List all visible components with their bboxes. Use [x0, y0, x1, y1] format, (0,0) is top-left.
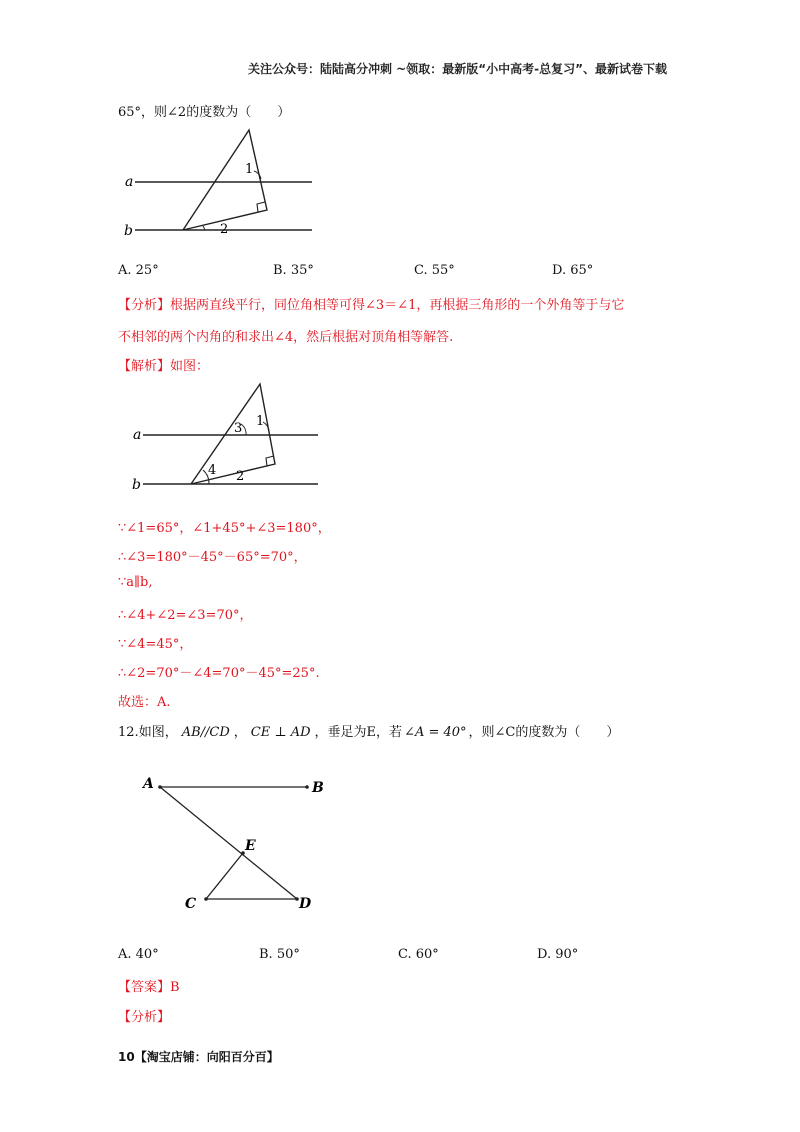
- triangle: [191, 384, 275, 484]
- segment-ad: [160, 787, 297, 899]
- solution-step-5: ∵∠4=45°，: [118, 637, 193, 652]
- choice-b: B. 35°: [273, 263, 314, 278]
- label-angle-3: 3: [234, 421, 243, 436]
- analysis-text-1: 根据两直线平行，同位角相等可得∠3＝∠1，再根据三角形的一个外角等于与它: [170, 298, 625, 313]
- stem-part: ，垂足为E，若: [314, 725, 403, 740]
- question-12-stem: [118, 721, 619, 740]
- answer-tag: 【答案】: [118, 980, 171, 995]
- label-point-a: A: [143, 776, 154, 792]
- choice-a: A. 40°: [118, 947, 159, 962]
- segment-ce: [206, 853, 243, 899]
- stem-part: ，则∠C的度数为（ ）: [468, 725, 620, 740]
- triangle: [183, 130, 267, 230]
- math-ce-perp-ad: CE ⊥ AD: [250, 725, 311, 740]
- label-a: a: [133, 427, 142, 443]
- solution-intro: 如图：: [170, 359, 210, 374]
- label-b: b: [124, 223, 133, 239]
- analysis-tag: 【分析】: [118, 298, 171, 313]
- label-angle-2: 2: [220, 222, 229, 237]
- answer-line: [118, 976, 180, 995]
- analysis-line-1: [118, 294, 624, 313]
- label-a: a: [125, 174, 134, 190]
- page-header: 关注公众号：陆陆高分冲刺 ~领取：最新版“小中高考-总复习”、最新试卷下载: [248, 62, 667, 76]
- label-angle-1: 1: [245, 162, 254, 177]
- solution-step-3: ∵a∥b,: [118, 575, 153, 590]
- question-11-solution-figure: [128, 378, 328, 493]
- question-number: 12.: [118, 725, 139, 740]
- math-angle-a: ∠A = 40°: [404, 725, 467, 740]
- solution-heading: [118, 355, 209, 374]
- label-angle-2: 2: [236, 469, 245, 484]
- analysis-line-2: 不相邻的两个内角的和求出∠4，然后根据对顶角相等解答.: [118, 330, 454, 345]
- label-angle-1: 1: [256, 414, 265, 429]
- answer-choice: 故选：A.: [118, 695, 171, 710]
- question-11-stem: 65°，则∠2的度数为（ ）: [118, 105, 291, 120]
- label-b: b: [132, 477, 141, 493]
- answer-value: B: [170, 980, 180, 995]
- label-point-c: C: [185, 896, 197, 912]
- choice-d: D. 65°: [552, 263, 594, 278]
- page-footer: [118, 1048, 279, 1065]
- label-point-e: E: [245, 838, 256, 854]
- solution-step-1: ∵∠1=65°，∠1+45°+∠3=180°，: [118, 521, 331, 536]
- solution-step-6: ∴∠2=70°－∠4=70°－45°=25°.: [118, 666, 320, 681]
- choice-b: B. 50°: [259, 947, 300, 962]
- math-ab-parallel-cd: AB//CD: [181, 725, 230, 740]
- shop-name: 【淘宝店铺：向阳百分百】: [134, 1050, 279, 1064]
- solution-step-2: ∴∠3=180°－45°－65°=70°，: [118, 550, 307, 565]
- choice-d: D. 90°: [537, 947, 579, 962]
- stem-part: ，: [233, 725, 247, 740]
- stem-part: 如图，: [138, 725, 178, 740]
- question-12-figure: [135, 770, 335, 915]
- choice-c: C. 55°: [414, 263, 455, 278]
- choice-a: A. 25°: [118, 263, 159, 278]
- page-number: 10: [118, 1050, 135, 1064]
- analysis-tag-12: 【分析】: [118, 1010, 171, 1025]
- label-angle-4: 4: [208, 463, 217, 478]
- label-point-b: B: [312, 780, 324, 796]
- solution-tag: 【解析】: [118, 359, 171, 374]
- question-11-figure: [115, 125, 325, 240]
- solution-step-4: ∴∠4+∠2=∠3=70°，: [118, 608, 253, 623]
- choice-c: C. 60°: [398, 947, 439, 962]
- label-point-d: D: [299, 896, 312, 912]
